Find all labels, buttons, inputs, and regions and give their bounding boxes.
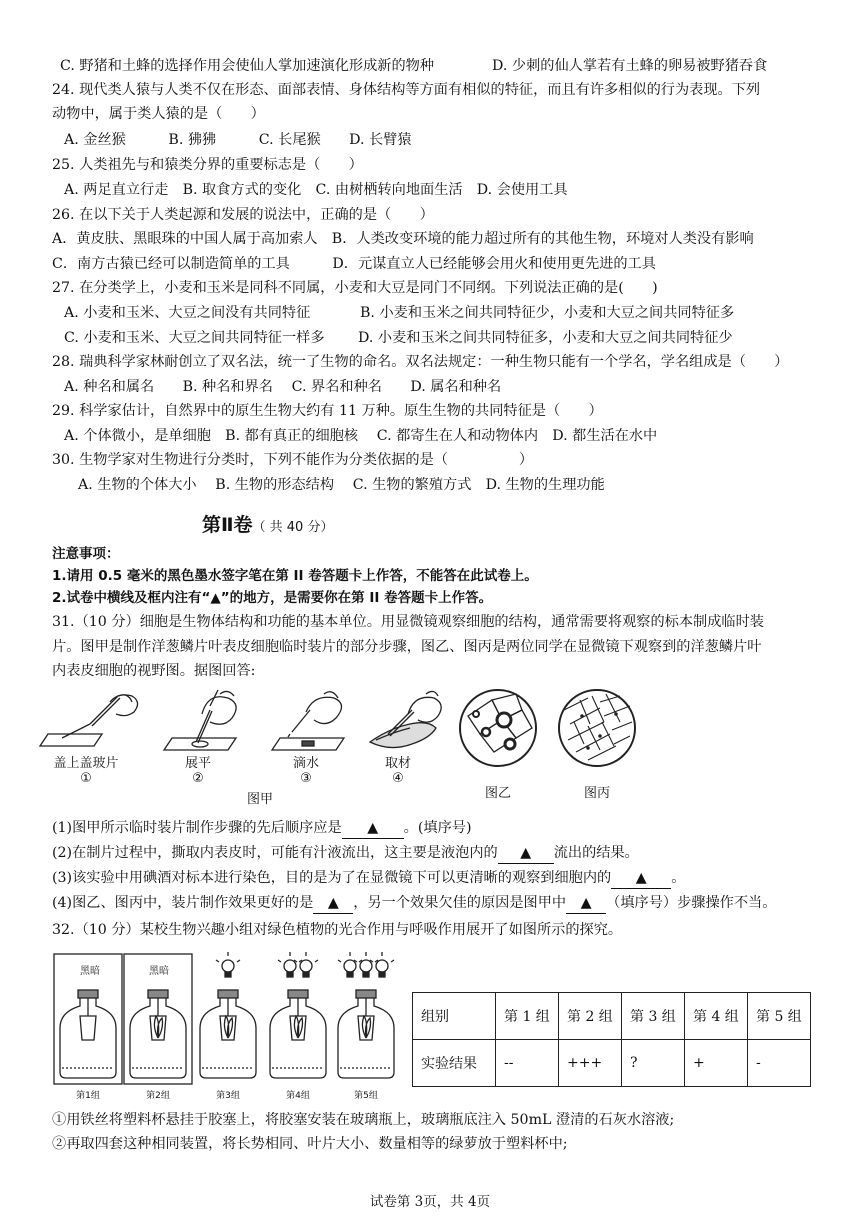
question-29: 29. 科学家估计，自然界中的原生生物大约有 11 万种。原生生物的共同特征是（ ） xyxy=(52,403,603,419)
subquestion-31-4 xyxy=(52,893,776,914)
step-spread-illustration xyxy=(164,690,236,750)
figure-bing-caption: 图丙 xyxy=(583,786,610,801)
question-26: 26. 在以下关于人类起源和发展的说法中，正确的是（ ） xyxy=(52,207,434,223)
question-30: 30. 生物学家对生物进行分类时，下列不能作为分类依据的是（ ） xyxy=(52,452,534,468)
group-2-label: 第2组 xyxy=(146,1091,170,1101)
step-2-label xyxy=(168,752,228,786)
question-27-option-c: C. 小麦和玉米、大豆之间共同特征一样多 xyxy=(64,330,325,346)
option-23d: D. 少刺的仙人掌若有土蜂的卵易被野猪吞食 xyxy=(492,58,768,74)
q32-step-1: ①用铁丝将塑料杯悬挂于胶塞上，将胶塞安装在玻璃瓶上，玻璃瓶底注入 50mL 澄清的石灰水溶液; xyxy=(52,1112,675,1128)
table-header-cell: 第 5 组 xyxy=(748,993,811,1040)
part2-title-text: 第Ⅱ卷 xyxy=(202,514,253,536)
answer-blank-31-4b[interactable]: ▲ xyxy=(566,893,606,914)
subquestion-31-1-text: (1)图甲所示临时装片制作步骤的先后顺序应是 xyxy=(52,820,342,836)
table-header-cell: 第 3 组 xyxy=(622,993,685,1040)
step-2-number: ② xyxy=(192,771,204,786)
light-bulb-icon xyxy=(344,960,356,972)
question-32: 32.（10 分）某校生物兴趣小组对绿色植物的光合作用与呼吸作用展开了如图所示的探究。 xyxy=(52,922,623,938)
table-cell: + xyxy=(685,1040,748,1087)
subquestion-31-2-text: (2)在制片过程中，撕取内表皮时，可能有汁液流出，这主要是液泡内的 xyxy=(52,845,498,861)
rubber-stopper xyxy=(218,990,238,998)
bulb-base xyxy=(347,972,353,977)
step-3-number: ③ xyxy=(300,771,312,786)
light-bulb-icon xyxy=(222,960,234,972)
rubber-stopper xyxy=(78,990,98,998)
page-footer: 试卷第 3页，共 4页 xyxy=(369,1194,491,1210)
question-27-option-a: A. 小麦和玉米、大豆之间没有共同特征 xyxy=(64,305,311,321)
question-31-cont1: 片。图甲是制作洋葱鳞片叶表皮细胞临时装片的部分步骤，图乙、图丙是两位同学在显微镜下观察到的洋葱鳞片叶 xyxy=(52,639,762,655)
subquestion-31-3-text: (3)该实验中用碘酒对标本进行染色，目的是为了在显微镜下可以更清晰的观察到细胞内的 xyxy=(52,870,612,886)
answer-blank-31-3[interactable]: ▲ xyxy=(611,868,671,889)
subquestion-31-1 xyxy=(52,818,472,839)
question-25-options: A. 两足直立行走 B. 取食方式的变化 C. 由树栖转向地面生活 D. 会使用工具 xyxy=(64,182,568,198)
step-4-label-text: 取材 xyxy=(384,756,411,771)
question-26-options-cd: C．南方古猿已经可以制造简单的工具 D．元谋直立人已经能够会用火和使用更先进的工具 xyxy=(52,256,656,272)
table-row xyxy=(413,993,811,1040)
group-1-label: 第1组 xyxy=(76,1091,100,1101)
subquestion-31-3-suffix: 。 xyxy=(671,870,686,886)
question-28: 28. 瑞典科学家林耐创立了双名法，统一了生物的命名。双名法规定：一种生物只能有一个学名，学名组成是（ ） xyxy=(52,354,789,370)
bulb-base xyxy=(363,972,369,977)
rubber-stopper xyxy=(148,990,168,998)
group-5-label: 第5组 xyxy=(354,1091,378,1101)
note-2: 2.试卷中横线及框内注有“▲”的地方，是需要你在第 II 卷答题卡上作答。 xyxy=(52,590,493,606)
microscope-view-yi xyxy=(460,690,536,766)
microscope-view-bing xyxy=(559,690,635,766)
dark-label-2: 黑暗 xyxy=(149,966,169,977)
group-4-label: 第4组 xyxy=(286,1091,310,1101)
notes-heading: 注意事项： xyxy=(52,546,120,562)
part2-title xyxy=(202,510,333,537)
table-row-label: 实验结果 xyxy=(413,1040,496,1087)
results-table xyxy=(412,992,811,1087)
step-take-material-illustration xyxy=(370,691,441,747)
q32-step-2: ②再取四套这种相同装置，将长势相同、叶片大小、数量相等的绿萝放于塑料杯中; xyxy=(52,1136,568,1152)
note-1: 1.请用 0.5 毫米的黑色墨水签字笔在第 II 卷答题卡上作答，不能答在此试卷上。 xyxy=(52,568,538,584)
question-25: 25. 人类祖先与和猿类分界的重要标志是（ ） xyxy=(52,157,363,173)
figure-jia-caption: 图甲 xyxy=(246,792,273,807)
question-24-options: A. 金丝猴 B. 狒狒 C. 长尾猴 D. 长臂猿 xyxy=(64,132,412,148)
step-3-label-text: 滴水 xyxy=(292,756,319,771)
question-24-cont: 动物中，属于类人猿的是（ ） xyxy=(52,106,265,122)
group-3-label: 第3组 xyxy=(216,1091,240,1101)
subquestion-31-2-suffix: 流出的结果。 xyxy=(553,845,639,861)
bulb-base xyxy=(303,972,309,977)
table-cell: ? xyxy=(622,1040,685,1087)
table-header-cell: 第 2 组 xyxy=(559,993,622,1040)
step-1-label xyxy=(46,752,126,786)
answer-blank-31-4a[interactable]: ▲ xyxy=(313,893,353,914)
question-24: 24. 现代类人猿与人类不仅在形态、面部表情、身体结构等方面有相似的特征，而且有许多相似的行为表现。下列 xyxy=(52,82,761,98)
light-bulb-icon xyxy=(360,960,372,972)
answer-blank-31-1[interactable]: ▲ xyxy=(342,818,404,839)
question-28-options: A. 种名和属名 B. 种名和界名 C. 界名和种名 D. 属名和种名 xyxy=(64,379,502,395)
question-27-option-d: D. 小麦和玉米之间共同特征多，小麦和大豆之间共同特征少 xyxy=(358,330,733,346)
answer-blank-31-2[interactable]: ▲ xyxy=(498,843,554,864)
subquestion-31-3 xyxy=(52,868,685,889)
question-30-options: A. 生物的个体大小 B. 生物的形态结构 C. 生物的繁殖方式 D. 生物的生理功能 xyxy=(78,477,605,493)
subquestion-31-4-mid: ，另一个效果欠佳的原因是图甲中 xyxy=(353,895,567,911)
question-27: 27. 在分类学上，小麦和玉米是同科不同属，小麦和大豆是同门不同纲。下列说法正确的是( ) xyxy=(52,280,658,296)
bulb-base xyxy=(379,972,385,977)
question-31-cont2: 内表皮细胞的视野图。据图回答: xyxy=(52,663,256,679)
subquestion-31-4-suffix: （填序号）步骤操作不当。 xyxy=(606,895,777,911)
table-header-label: 组别 xyxy=(413,993,496,1040)
step-4-number: ④ xyxy=(392,771,404,786)
table-cell: -- xyxy=(496,1040,559,1087)
step-cover-slip-illustration xyxy=(40,695,138,746)
step-3-label xyxy=(276,752,336,786)
subquestion-31-2 xyxy=(52,843,639,864)
question-31: 31.（10 分）细胞是生物体结构和功能的基本单位。用显微镜观察细胞的结构，通常需要将观察的标本制成临时装 xyxy=(52,614,764,630)
step-2-label-text: 展平 xyxy=(184,756,211,771)
light-bulb-icon xyxy=(284,960,296,972)
table-cell: +++ xyxy=(559,1040,622,1087)
subquestion-31-4-text: (4)图乙、图丙中，装片制作效果更好的是 xyxy=(52,895,314,911)
step-drop-water-illustration xyxy=(272,692,344,750)
light-bulb-icon xyxy=(376,960,388,972)
table-cell: - xyxy=(748,1040,811,1087)
question-26-options-ab: A．黄皮肤、黑眼珠的中国人属于高加索人 B．人类改变环境的能力超过所有的其他生物，环境对人类没有影响 xyxy=(52,231,754,247)
table-row xyxy=(413,1040,811,1087)
light-bulb-icon xyxy=(300,960,312,972)
dark-label-1: 黑暗 xyxy=(80,966,100,977)
rubber-stopper xyxy=(356,990,376,998)
bulb-base xyxy=(225,972,231,977)
plastic-cup xyxy=(80,1016,96,1040)
rubber-stopper xyxy=(288,990,308,998)
table-header-cell: 第 4 组 xyxy=(685,993,748,1040)
option-23c: C. 野猪和土蜂的选择作用会使仙人掌加速演化形成新的物种 xyxy=(60,58,435,74)
figure-jia-illustrations xyxy=(40,686,820,770)
figure-yi-caption: 图乙 xyxy=(484,786,511,801)
table-header-cell: 第 1 组 xyxy=(496,993,559,1040)
question-29-options: A. 个体微小，是单细胞 B. 都有真正的细胞核 C. 都寄生在人和动物体内 D. 都生活在水中 xyxy=(64,428,658,444)
part2-score: （ 共 40 分） xyxy=(252,520,334,535)
step-1-number: ① xyxy=(80,771,92,786)
question-27-option-b: B. 小麦和玉米之间共同特征少，小麦和大豆之间共同特征多 xyxy=(360,305,735,321)
bulb-base xyxy=(287,972,293,977)
step-1-label-text: 盖上盖玻片 xyxy=(53,756,119,771)
step-4-label xyxy=(368,752,428,786)
subquestion-31-1-suffix: 。(填序号) xyxy=(403,820,472,836)
